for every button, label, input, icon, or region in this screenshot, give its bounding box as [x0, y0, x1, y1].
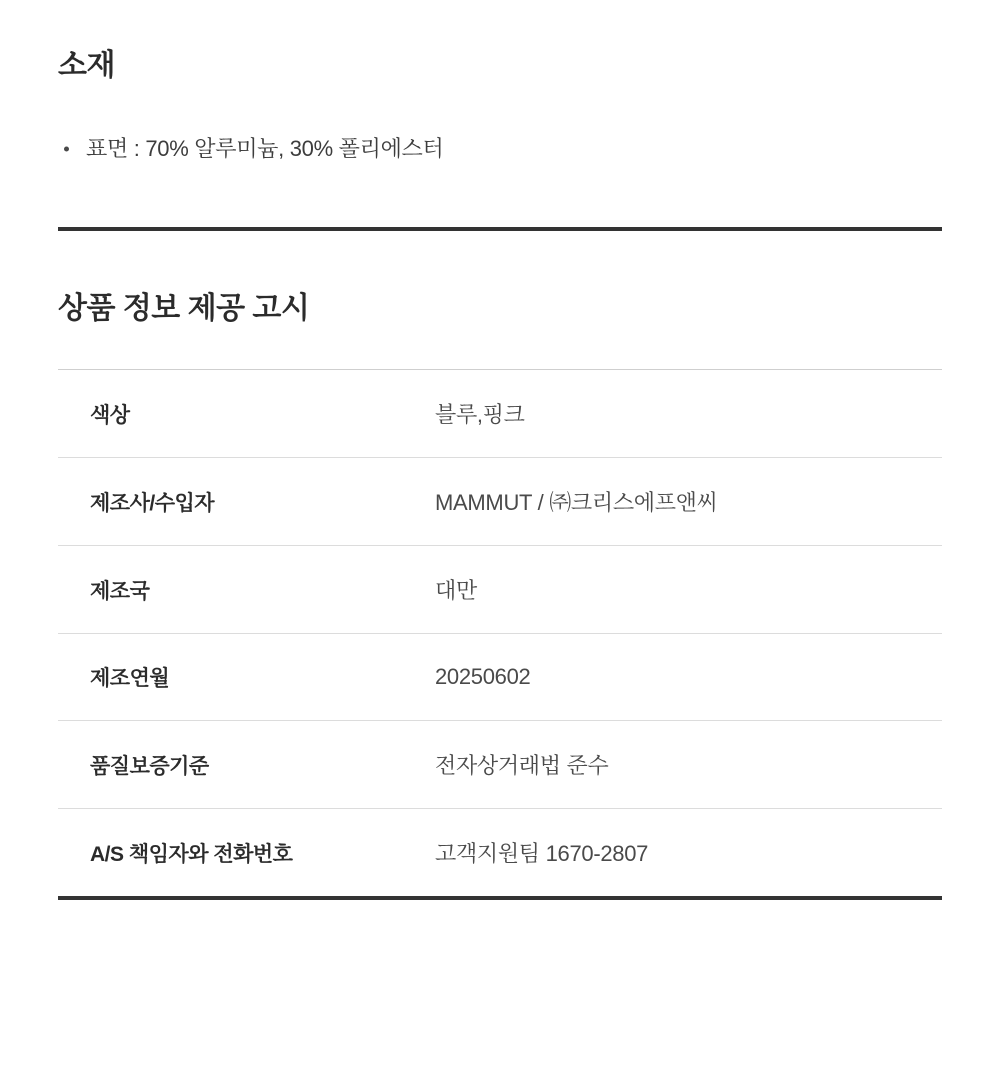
- spec-label: 제조연월: [90, 667, 170, 690]
- spec-value: 블루,핑크: [435, 402, 525, 427]
- list-item: [58, 132, 942, 165]
- spec-label: 제조사/수입자: [90, 491, 215, 515]
- table-row: [58, 634, 942, 721]
- product-info-notice-section: [58, 231, 942, 896]
- table-row: [58, 458, 942, 546]
- spec-value: MAMMUT / ㈜크리스에프앤씨: [435, 490, 718, 515]
- spec-label: 제조국: [90, 579, 150, 603]
- spec-value: 20250602: [435, 664, 531, 689]
- material-item-text: 표면 : 70% 알루미늄, 30% 폴리에스터: [86, 136, 444, 161]
- table-row: [58, 370, 942, 458]
- material-section-title: 소재: [58, 49, 115, 82]
- table-row: [58, 546, 942, 634]
- spec-value: 고객지원팀 1670-2807: [435, 841, 649, 866]
- spec-label: 품질보증기준: [90, 754, 209, 778]
- table-row: [58, 809, 942, 897]
- material-list: [58, 132, 942, 165]
- material-section: [58, 0, 942, 165]
- bullet-dot-icon: [64, 146, 69, 151]
- spec-value: 전자상거래법 준수: [435, 753, 609, 778]
- spec-label: 색상: [90, 403, 130, 427]
- notice-section-title: 상품 정보 제공 고시: [58, 292, 310, 325]
- table-row: [58, 721, 942, 809]
- spec-value: 대만: [435, 578, 477, 603]
- section-divider-bottom: [58, 896, 942, 900]
- spec-label: A/S 책임자와 전화번호: [90, 842, 293, 866]
- product-info-table: [58, 369, 942, 896]
